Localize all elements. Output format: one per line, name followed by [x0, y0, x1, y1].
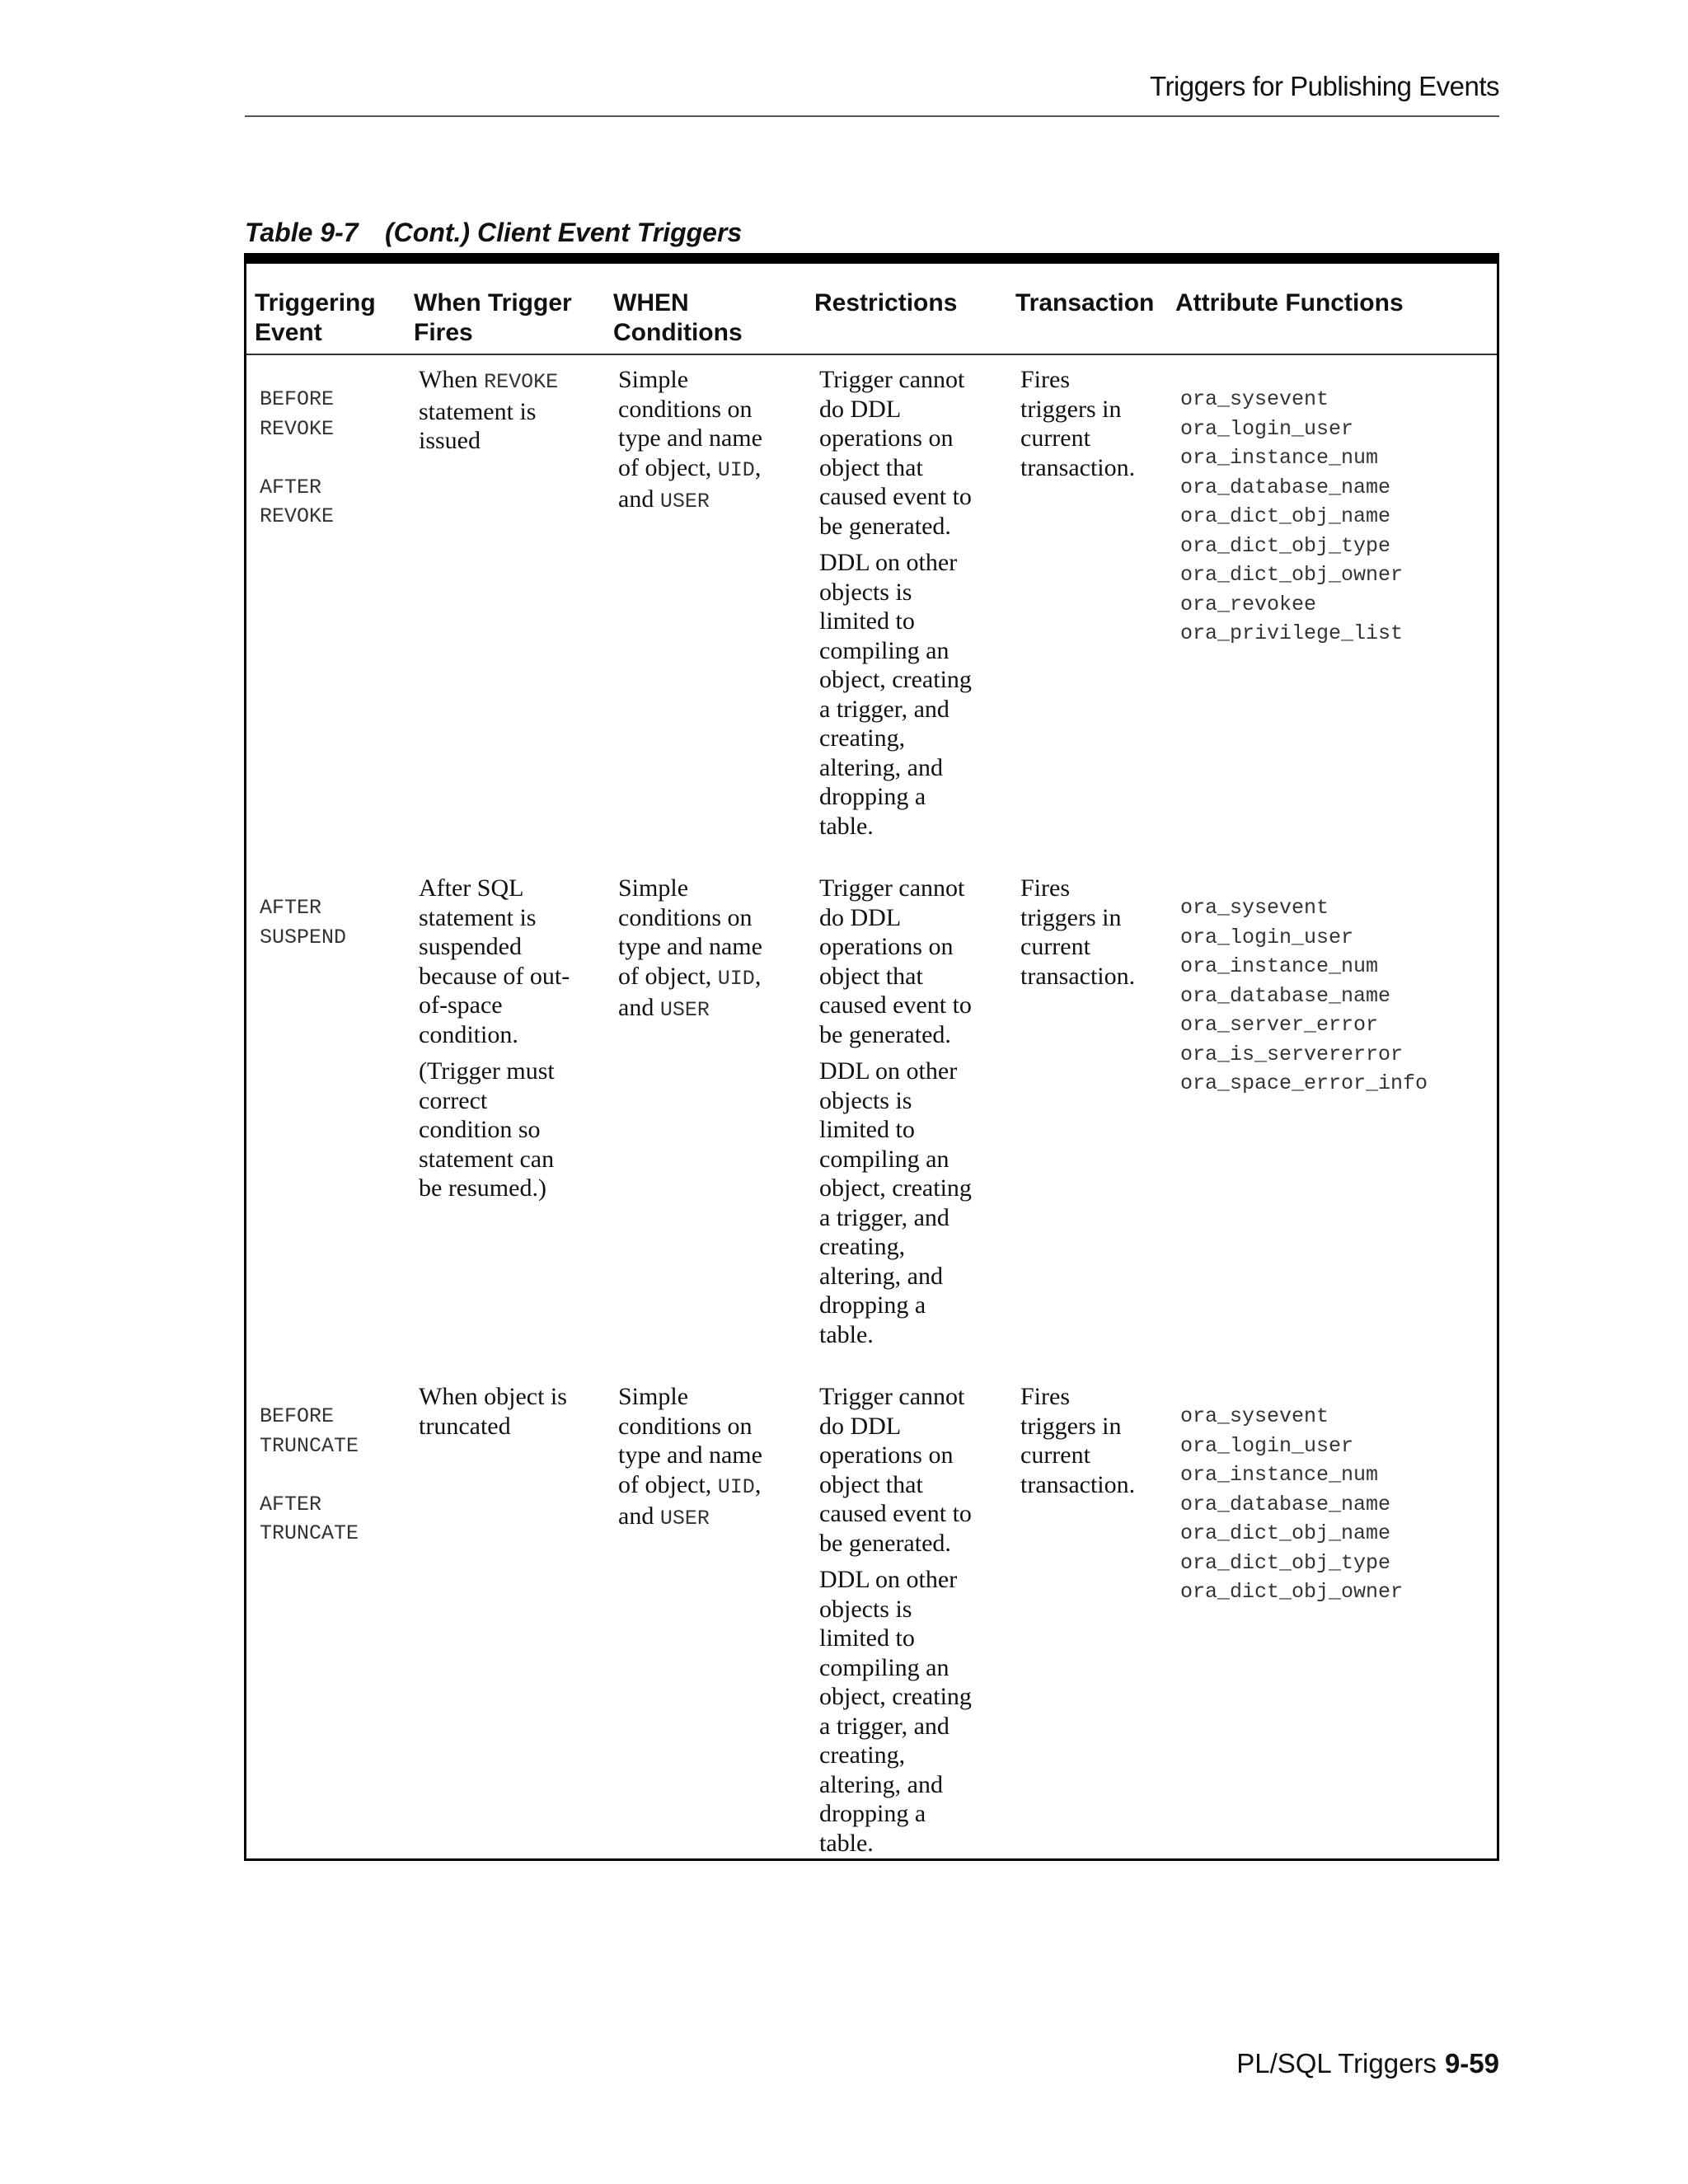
restriction-paragraph	[819, 1565, 1007, 1858]
client-event-triggers-table	[244, 253, 1499, 1861]
text-run: Simple	[618, 874, 689, 902]
cell-line: DDL on other	[819, 1566, 958, 1593]
when-conditions-cell	[605, 1382, 806, 1867]
table-row	[246, 355, 1497, 864]
table-row	[246, 1372, 1497, 1867]
attribute-function: ora_database_name	[1180, 475, 1391, 499]
event-spacer	[260, 1460, 406, 1490]
attribute-function: ora_login_user	[1180, 925, 1354, 949]
event-name: TRUNCATE	[260, 1433, 359, 1458]
when-trigger-fires-cell	[406, 1382, 605, 1867]
event-spacer	[260, 443, 406, 473]
cell-line	[618, 365, 806, 395]
cell-line: dropping a	[819, 1291, 926, 1319]
cell-line: be generated.	[819, 1020, 951, 1048]
attribute-function-list	[1180, 365, 1497, 649]
page-number: 9-59	[1444, 2048, 1499, 2079]
cell-line: a trigger, and	[819, 1712, 950, 1740]
cell-line	[618, 424, 806, 453]
cell-line: creating,	[819, 1233, 906, 1260]
event-name: BEFORE	[260, 1404, 335, 1428]
fires-paragraph	[419, 1382, 605, 1441]
cell-line: object, creating	[819, 1174, 972, 1202]
event-name: TRUNCATE	[260, 1521, 359, 1545]
header-transaction	[1007, 264, 1167, 354]
cell-line: Trigger cannot	[819, 874, 965, 902]
attribute-function: ora_dict_obj_owner	[1180, 563, 1404, 587]
header-line: Triggering	[255, 289, 376, 316]
event-name: SUSPEND	[260, 925, 347, 949]
cell-line	[419, 426, 605, 456]
cell-line: Fires	[1020, 366, 1070, 393]
header-line: Transaction	[1015, 289, 1155, 316]
text-run: issued	[419, 427, 481, 454]
attribute-function: ora_sysevent	[1180, 387, 1329, 411]
restrictions-cell	[806, 1382, 1007, 1867]
cell-line	[419, 365, 605, 397]
cell-line: objects is	[819, 578, 912, 606]
event-names	[260, 1382, 406, 1549]
attribute-function: ora_revokee	[1180, 592, 1317, 616]
attribute-function: ora_dict_obj_name	[1180, 504, 1391, 528]
cell-line: table.	[819, 1320, 874, 1348]
attribute-function: ora_sysevent	[1180, 896, 1329, 920]
cell-line: Trigger cannot	[819, 366, 965, 393]
cell-line: triggers in	[1020, 903, 1122, 931]
cell-line: be resumed.)	[419, 1174, 546, 1202]
cell-line: transaction.	[1020, 1470, 1136, 1498]
event-name: AFTER	[260, 1492, 322, 1516]
text-run: of object,	[618, 453, 718, 481]
table-top-bar	[244, 253, 1499, 264]
text-run: truncated	[419, 1412, 511, 1440]
text-run: ,	[754, 962, 762, 990]
text-run: type and name	[618, 424, 762, 452]
cell-line: condition so	[419, 1116, 541, 1143]
cell-line: a trigger, and	[819, 695, 950, 723]
text-run: and	[618, 1502, 660, 1530]
cell-line: object that	[819, 453, 923, 481]
header-line: Restrictions	[814, 289, 958, 316]
attribute-function: ora_login_user	[1180, 416, 1354, 441]
text-run: When	[419, 366, 485, 393]
cell-line: objects is	[819, 1595, 912, 1623]
cell-line: be generated.	[819, 1529, 951, 1557]
attribute-function: ora_dict_obj_owner	[1180, 1580, 1404, 1604]
cell-line: altering, and	[819, 1770, 943, 1798]
attribute-function-list	[1180, 1382, 1497, 1607]
header-when-conditions	[605, 264, 806, 354]
cell-line: DDL on other	[819, 1057, 958, 1085]
event-name: AFTER	[260, 475, 322, 499]
restriction-paragraph	[819, 365, 1007, 541]
cell-line: compiling an	[819, 1145, 950, 1173]
cell-line: do DDL	[819, 395, 902, 423]
header-when-trigger-fires	[406, 264, 605, 354]
restriction-paragraph	[819, 548, 1007, 841]
header-rule	[245, 115, 1499, 117]
restriction-paragraph	[819, 1057, 1007, 1349]
header-line: Attribute Functions	[1175, 289, 1404, 316]
event-name: AFTER	[260, 896, 322, 920]
cell-line	[618, 962, 806, 994]
attribute-function: ora_sysevent	[1180, 1404, 1329, 1428]
cell-line: correct	[419, 1086, 488, 1114]
text-run: of object,	[618, 962, 718, 990]
cell-line: caused event to	[819, 483, 972, 510]
cell-line: limited to	[819, 607, 915, 635]
header-restrictions	[806, 264, 1007, 354]
cell-line: triggers in	[1020, 395, 1122, 423]
text-run: and	[618, 485, 660, 513]
text-run: of object,	[618, 1470, 718, 1498]
text-run: type and name	[618, 1441, 762, 1469]
cell-line: transaction.	[1020, 962, 1136, 990]
cell-line: dropping a	[819, 783, 926, 810]
when-conditions-cell	[605, 874, 806, 1372]
cell-line: operations on	[819, 933, 954, 960]
cell-line	[618, 1502, 806, 1534]
text-run: After SQL	[419, 874, 524, 902]
header-line: When Trigger	[414, 289, 572, 316]
attribute-function: ora_instance_num	[1180, 1463, 1379, 1487]
text-run: condition.	[419, 1020, 518, 1048]
cell-line	[618, 1470, 806, 1502]
cell-line: current	[1020, 424, 1090, 452]
cell-line	[419, 932, 605, 962]
attribute-functions-cell	[1167, 1382, 1497, 1867]
text-run: conditions on	[618, 395, 753, 423]
attribute-function: ora_server_error	[1180, 1013, 1379, 1037]
text-run: type and name	[618, 933, 762, 960]
event-names	[260, 874, 406, 952]
cell-line: caused event to	[819, 991, 972, 1019]
cell-line: altering, and	[819, 1262, 943, 1290]
cell-line	[419, 1020, 605, 1050]
text-run: Simple	[618, 366, 689, 393]
code-token: UID	[717, 966, 755, 991]
cell-line: limited to	[819, 1624, 915, 1652]
cell-line: statement can	[419, 1145, 555, 1173]
cell-line: current	[1020, 1441, 1090, 1469]
text-run: because of out-	[419, 962, 570, 990]
cell-line: do DDL	[819, 1412, 902, 1440]
cell-line	[419, 397, 605, 427]
event-name: REVOKE	[260, 504, 335, 528]
cell-line: Trigger cannot	[819, 1383, 965, 1410]
cell-line: object that	[819, 962, 923, 990]
when-trigger-fires-cell	[406, 874, 605, 1372]
cell-line: compiling an	[819, 636, 950, 664]
cell-line	[419, 903, 605, 933]
attribute-function: ora_login_user	[1180, 1433, 1354, 1458]
when-trigger-fires-cell	[406, 365, 605, 864]
text-run: When object is	[419, 1383, 567, 1410]
text-run: conditions on	[618, 903, 753, 931]
text-run: of-space	[419, 991, 503, 1019]
attribute-function-list	[1180, 874, 1497, 1099]
cell-line: object that	[819, 1470, 923, 1498]
attribute-function: ora_database_name	[1180, 1492, 1391, 1516]
cell-line	[618, 1382, 806, 1412]
cell-line: triggers in	[1020, 1412, 1122, 1440]
attribute-function: ora_dict_obj_name	[1180, 1521, 1391, 1545]
table-number: Table 9-7	[245, 218, 359, 247]
table-caption	[245, 218, 742, 248]
cell-line: do DDL	[819, 903, 902, 931]
cell-line: objects is	[819, 1086, 912, 1114]
cell-line: be generated.	[819, 512, 951, 540]
cell-line	[618, 395, 806, 424]
fires-note	[419, 1057, 605, 1203]
cell-line	[618, 453, 806, 485]
cell-line: DDL on other	[819, 549, 958, 576]
restrictions-cell	[806, 874, 1007, 1372]
header-triggering-event	[246, 264, 406, 354]
cell-line: Fires	[1020, 874, 1070, 902]
attribute-function: ora_privilege_list	[1180, 621, 1404, 645]
attribute-functions-cell	[1167, 874, 1497, 1372]
text-run: ,	[754, 453, 762, 481]
text-run: statement is	[419, 397, 537, 425]
fires-paragraph	[419, 874, 605, 1049]
running-header: Triggers for Publishing Events	[1150, 71, 1499, 101]
cell-line: compiling an	[819, 1653, 950, 1681]
page-footer	[245, 2048, 1499, 2079]
transaction-cell	[1007, 1382, 1167, 1867]
text-run: conditions on	[618, 1412, 753, 1440]
cell-line: creating,	[819, 724, 906, 752]
fires-paragraph	[419, 365, 605, 456]
header-line: Fires	[414, 319, 473, 346]
when-conditions-cell	[605, 365, 806, 864]
cell-line	[618, 1412, 806, 1441]
header-line: Conditions	[613, 319, 743, 346]
attribute-function: ora_instance_num	[1180, 446, 1379, 470]
cell-line: (Trigger must	[419, 1057, 555, 1085]
event-names	[260, 365, 406, 532]
table-row	[246, 864, 1497, 1372]
cell-line	[618, 485, 806, 517]
code-token: USER	[659, 1507, 710, 1530]
cell-line: table.	[819, 812, 874, 840]
text-run: suspended	[419, 933, 522, 960]
cell-line: operations on	[819, 1441, 954, 1469]
code-token: USER	[659, 490, 710, 513]
restriction-paragraph	[819, 1382, 1007, 1558]
cell-line	[618, 993, 806, 1025]
header-line: Event	[255, 319, 322, 346]
header-line: WHEN	[613, 289, 689, 316]
attribute-function: ora_dict_obj_type	[1180, 533, 1391, 558]
attribute-functions-cell	[1167, 365, 1497, 864]
table-body	[244, 264, 1499, 1861]
cell-line	[419, 1382, 605, 1412]
attribute-function: ora_is_servererror	[1180, 1042, 1404, 1066]
cell-line: a trigger, and	[819, 1203, 950, 1231]
footer-book-title: PL/SQL Triggers	[1236, 2048, 1437, 2079]
cell-line: operations on	[819, 424, 954, 452]
cell-line: table.	[819, 1829, 874, 1857]
cell-line: current	[1020, 933, 1090, 960]
event-name: REVOKE	[260, 416, 335, 441]
attribute-function: ora_database_name	[1180, 983, 1391, 1008]
cell-line	[419, 874, 605, 903]
attribute-function: ora_instance_num	[1180, 954, 1379, 978]
table-rows	[246, 355, 1497, 1867]
text-run: statement is	[419, 903, 537, 931]
restrictions-cell	[806, 365, 1007, 864]
transaction-cell	[1007, 365, 1167, 864]
restriction-paragraph	[819, 874, 1007, 1049]
cell-line: altering, and	[819, 753, 943, 781]
code-token: REVOKE	[484, 370, 559, 394]
cell-line	[618, 932, 806, 962]
attribute-function: ora_dict_obj_type	[1180, 1550, 1391, 1575]
header-attribute-functions	[1167, 264, 1497, 354]
code-token: UID	[717, 1474, 755, 1499]
event-name: BEFORE	[260, 387, 335, 411]
cell-line: creating,	[819, 1741, 906, 1769]
triggering-event-cell	[246, 1382, 406, 1867]
text-run: ,	[754, 1470, 762, 1498]
attribute-function: ora_space_error_info	[1180, 1071, 1428, 1095]
cell-line	[618, 874, 806, 903]
cell-line: caused event to	[819, 1500, 972, 1527]
text-run: Simple	[618, 1383, 689, 1410]
triggering-event-cell	[246, 874, 406, 1372]
cell-line	[618, 903, 806, 933]
cell-line	[618, 1441, 806, 1470]
text-run: and	[618, 994, 660, 1021]
cell-line	[419, 991, 605, 1020]
cell-line: Fires	[1020, 1383, 1070, 1410]
code-token: UID	[717, 457, 755, 482]
triggering-event-cell	[246, 365, 406, 864]
cell-line: object, creating	[819, 666, 972, 693]
code-token: USER	[659, 998, 710, 1022]
cell-line: object, creating	[819, 1683, 972, 1710]
table-header-row	[246, 264, 1497, 355]
cell-line	[419, 1412, 605, 1441]
cell-line: dropping a	[819, 1800, 926, 1827]
table-title: (Cont.) Client Event Triggers	[385, 218, 743, 247]
transaction-cell	[1007, 874, 1167, 1372]
cell-line	[419, 962, 605, 991]
cell-line: limited to	[819, 1116, 915, 1143]
cell-line: transaction.	[1020, 453, 1136, 481]
